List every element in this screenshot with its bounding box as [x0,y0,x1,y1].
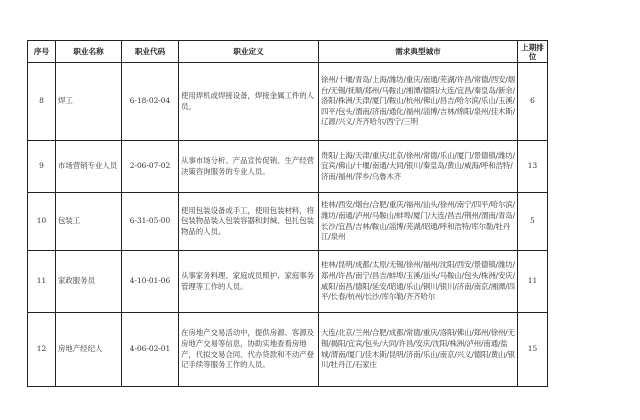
header-code: 职业代码 [122,41,179,63]
header-prev-rank: 上期排位 [518,41,548,63]
header-no: 序号 [28,41,56,63]
row-prev-rank: 13 [518,141,548,193]
row-name: 焊工 [56,63,122,141]
row-prev-rank: 15 [518,313,548,387]
row-name: 市场营销专业人员 [56,141,122,193]
row-no: 12 [28,313,56,387]
table-row [28,63,548,141]
row-code: 6-31-05-00 [122,193,179,251]
row-cities: 大连/北京/兰州/合肥/成都/常德/重庆/洛阳/佛山/郑州/徐州/无锡/揭阳/宜宾/包头/大同/许昌/安庆/沈阳/株洲/泸州/南通/盐城/渭南/厦门/佳木斯/昆明/济南/乐山/南京/兴义/德阳/黄山/银川/牡丹江/石家庄 [319,313,518,387]
header-name: 职业名称 [56,41,122,63]
table-row [28,141,548,193]
table-row [28,251,548,313]
row-code: 2-06-07-02 [122,141,179,193]
row-no: 10 [28,193,56,251]
row-definition: 在房地产交易活动中，提供房源、客源及房地产交易等信息，协助实地查看房地产，代拟交易合同、代办贷款和不动产登记手续等服务工作的人员。 [179,313,319,387]
row-cities: 桂林/西安/烟台/合肥/重庆/福州/汕头/徐州/南宁/四平/哈尔滨/潍坊/南通/泸州/马鞍山/蚌埠/厦门/大连/昌吉/荆州/渭南/青岛/长沙/宜昌/吉林/鞍山/淄博/芜湖/昭通/呼和浩特/库尔勒/牡丹江/泉州 [319,193,518,251]
row-cities: 贵阳/上海/天津/重庆/北京/徐州/常德/乐山/厦门/景德镇/潍坊/宜宾/佛山/十堰/南通/大同/银川/秦皇岛/黄山/威海/呼和浩特/济南/福州/萍乡/乌鲁木齐 [319,141,518,193]
row-definition: 使用焊机或焊接设备，焊接金属工件的人员。 [179,63,319,141]
header-row [28,41,548,63]
row-prev-rank: 5 [518,193,548,251]
row-no: 11 [28,251,56,313]
row-prev-rank: 6 [518,63,548,141]
row-name: 房地产经纪人 [56,313,122,387]
row-cities: 徐州/十堰/青岛/上海/潍坊/重庆/南通/芜湖/许昌/常德/西安/烟台/无锡/抚顺/郑州/马鞍山/湘潭/德阳/大连/宜昌/秦皇岛/新余/洛阳/株洲/天津/厦门/鞍山/杭州/佛山/昌吉/哈尔滨/乐山/玉溪/四平/包头/渭南/济南/通化/福州/淄博/吉林/绵阳/泉州/佳木斯/辽源/兴义/齐齐哈尔/西宁/三明 [319,63,518,141]
row-cities: 桂林/昆明/成都/太原/无锡/徐州/福州/沈阳/西安/景德镇/潍坊/郑州/许昌/南宁/昌吉/蚌埠/玉溪/汕头/马鞍山/包头/株洲/安庆/咸阳/南昌/德阳/延安/昭通/乐山/铜川/银川/济南/南京/湘潭/四平/长春/杭州/长沙/库尔勒/齐齐哈尔 [319,251,518,313]
header-definition: 职业定义 [179,41,319,63]
row-name: 包装工 [56,193,122,251]
header-cities: 需求典型城市 [319,41,518,63]
row-code: 6-18-02-04 [122,63,179,141]
row-definition: 从事市场分析、产品宣传促销、生产经营决策咨询服务的专业人员。 [179,141,319,193]
row-code: 4-10-01-06 [122,251,179,313]
row-no: 8 [28,63,56,141]
row-definition: 从事家务料理、家庭成员照护、家庭事务管理等工作的人员。 [179,251,319,313]
table-row [28,313,548,387]
row-no: 9 [28,141,56,193]
row-prev-rank: 11 [518,251,548,313]
row-definition: 使用包装设备或手工，使用包装材料，将包装物品装入包装容器和封缄、包扎包装物品的人员。 [179,193,319,251]
table-row [28,193,548,251]
row-code: 4-06-02-01 [122,313,179,387]
occupation-demand-table [27,40,548,387]
row-name: 家政服务员 [56,251,122,313]
